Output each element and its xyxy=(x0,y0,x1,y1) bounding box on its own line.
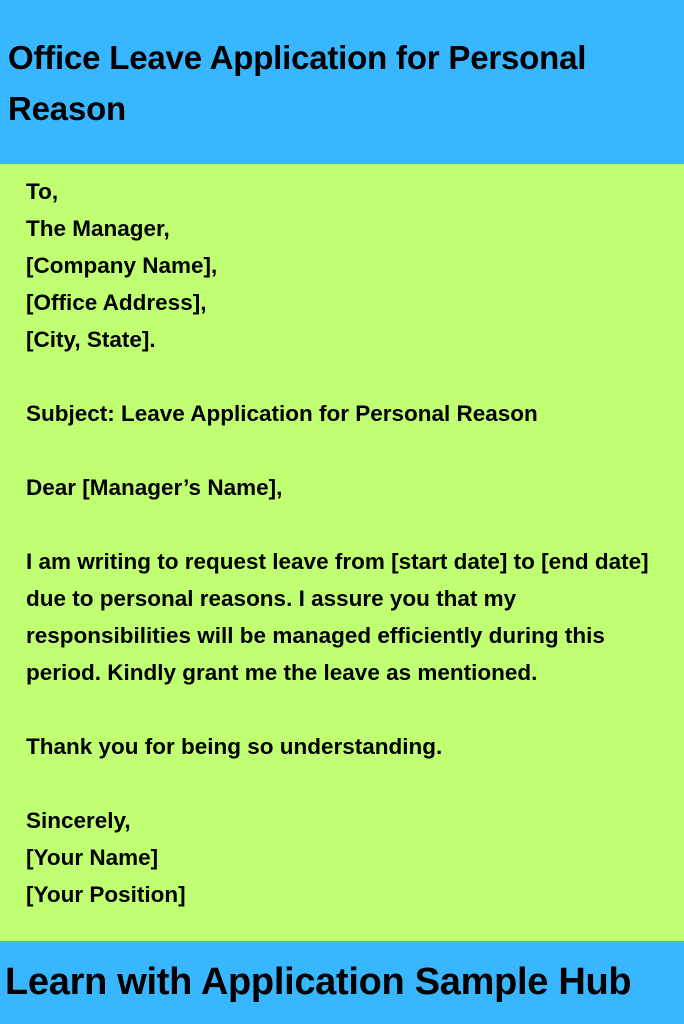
letter-signature-position: [Your Position] xyxy=(26,882,186,907)
header-banner xyxy=(4,0,684,164)
letter-body-paragraph: I am writing to request leave from [start date] to [end date] due to personal reasons. I assure you that my responsibilities will be managed efficiently during this period. Kindly grant me the leave as mentioned. xyxy=(26,549,649,685)
spacer xyxy=(26,765,654,802)
footer-banner xyxy=(0,941,684,1024)
spacer xyxy=(26,432,654,469)
letter-recipient: The Manager, xyxy=(26,216,170,241)
spacer xyxy=(26,506,654,543)
page-title: Office Leave Application for Personal Reason xyxy=(8,39,587,127)
letter-subject: Subject: Leave Application for Personal Reason xyxy=(26,401,538,426)
letter-salutation: Dear [Manager’s Name], xyxy=(26,475,283,500)
letter-to: To, xyxy=(26,179,59,204)
letter-thanks: Thank you for being so understanding. xyxy=(26,734,443,759)
letter-address: [Office Address], xyxy=(26,290,207,315)
spacer xyxy=(26,358,654,395)
letter-closing: Sincerely, xyxy=(26,808,131,833)
letter-city: [City, State]. xyxy=(26,327,156,352)
letter-signature-name: [Your Name] xyxy=(26,845,159,870)
spacer xyxy=(26,691,654,728)
footer-text: Learn with Application Sample Hub xyxy=(5,961,632,1003)
letter-company: [Company Name], xyxy=(26,253,218,278)
letter-body xyxy=(0,164,684,941)
